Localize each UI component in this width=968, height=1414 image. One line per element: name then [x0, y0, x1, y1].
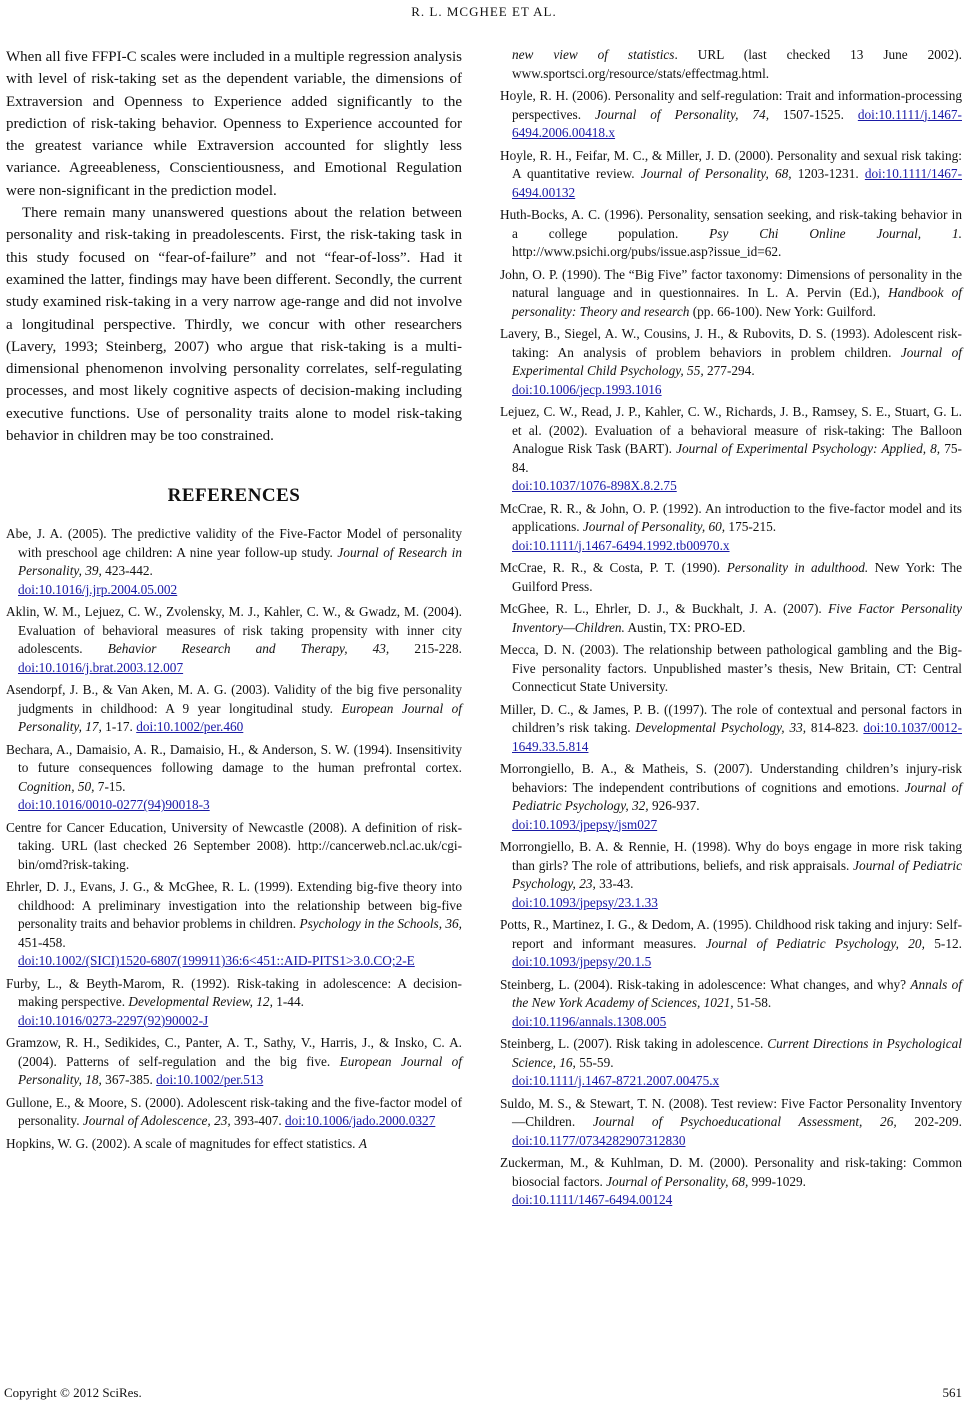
reference-text: McCrae, R. R., & Costa, P. T. (1990). [500, 560, 727, 575]
reference-text: Potts, R., Martinez, I. G., & Dedom, A. (1995). Childhood risk taking and injury: Self-report and informant measures. [500, 917, 962, 951]
reference-entry [500, 1035, 962, 1091]
reference-source: Personality in adulthood. [726, 560, 869, 575]
reference-entry [500, 500, 962, 556]
doi-link[interactable]: doi:10.1006/jado.2000.0327 [285, 1113, 436, 1129]
reference-text: Steinberg, L. (2007). Risk taking in adolescence. [500, 1036, 768, 1051]
reference-entry [6, 1034, 462, 1090]
reference-text: 175-215. [725, 519, 777, 534]
reference-source: Journal of Personality, 68, [606, 1173, 749, 1189]
reference-text: McCrae, R. R., & John, O. P. (1992). An introduction to the five-factor model and its applications. [500, 500, 962, 534]
reference-text: Hopkins, W. G. (2002). A scale of magnitudes for effect statistics. [6, 1135, 359, 1151]
reference-source: new view of statistics [512, 47, 675, 62]
doi-link[interactable]: doi:10.1196/annals.1308.005 [512, 1013, 667, 1029]
reference-text: 1507-1525. [769, 106, 858, 122]
reference-text: 393-407. [230, 1113, 286, 1129]
reference-text: Lejuez, C. W., Read, J. P., Kahler, C. W., Richards, J. B., Ramsey, S. E., Stuart, G. L. et al. (2002). Evaluation of a behavioral measure of risk-taking: The Balloon Analogue Risk Task (BART). [500, 404, 962, 456]
doi-link[interactable]: doi:10.1016/0010-0277(94)90018-3 [18, 797, 210, 813]
reference-entry [6, 1135, 462, 1154]
reference-entry [500, 403, 962, 496]
reference-source: Journal of Pediatric Psychology, 32, [512, 779, 962, 813]
doi-link[interactable]: doi:10.1093/jpepsy/jsm027 [512, 816, 658, 832]
reference-entry [500, 206, 962, 262]
reference-text: Mecca, D. N. (2003). The relationship between pathological gambling and the Big-Five personality factors. Unpublished master’s thesis, New Britain, CT: Central Connecticut State University. [500, 642, 962, 694]
running-head: R. L. MCGHEE ET AL. [411, 4, 557, 19]
reference-text: 202-209. [896, 1114, 962, 1129]
reference-text: 33-43. [595, 876, 634, 891]
doi-link[interactable]: doi:10.1111/1467-6494.00124 [512, 1192, 673, 1207]
reference-text: 451-458. [18, 934, 66, 950]
reference-text: Aklin, W. M., Lejuez, C. W., Zvolensky, M. J., Kahler, C. W., & Gwadz, M. (2004). Evaluation of behavioral measures of risk taking propensity with inner city adolescents. [6, 604, 462, 657]
reference-source: Annals of the New York Academy of Sciences, 1021, [512, 976, 962, 1010]
reference-text: 1-44. [272, 994, 304, 1010]
reference-text: Bechara, A., Damaisio, A. R., Damaisio, H., & Anderson, S. W. (1994). Insensitivity to future consequences following damage to the human prefrontal cortex. [6, 741, 462, 776]
reference-source: Journal of Personality, 68, [640, 166, 792, 181]
reference-source: Developmental Psychology, 33, [635, 720, 807, 735]
reference-text: (pp. 66-100). New York: Guilford. [689, 303, 876, 319]
doi-link[interactable]: doi:10.1002/per.460 [136, 719, 244, 735]
reference-text: 7-15. [94, 778, 126, 794]
reference-source: European Journal of Personality, 17, [18, 700, 462, 735]
doi-link[interactable]: doi:10.1016/j.jrp.2004.05.002 [18, 581, 178, 597]
reference-text: 51-58. [733, 995, 772, 1010]
doi-link[interactable]: doi:10.1006/jecp.1993.1016 [512, 381, 662, 397]
reference-text: 1-17. [101, 719, 137, 735]
reference-text: 367-385. [101, 1072, 157, 1088]
right-column [500, 46, 962, 1214]
reference-source: Behavior Research and Therapy, 43, [107, 641, 390, 657]
doi-link[interactable]: doi:10.1111/1467-6494.00132 [512, 166, 962, 200]
reference-entry [500, 600, 962, 637]
reference-text: Morrongiello, B. A. & Rennie, H. (1998). Why do boys engage in more risk taking than girls? The role of attributions, beliefs, and risk appraisals. [500, 839, 962, 873]
reference-text: 999-1029. [748, 1173, 806, 1189]
reference-entry [500, 87, 962, 143]
reference-text: Abe, J. A. (2005). The predictive validity of the Five-Factor Model of personality with preschool age children: A nine year follow-up study. [6, 526, 462, 560]
reference-text: Asendorpf, J. B., & Van Aken, M. A. G. (2003). Validity of the big five personality judgments in childhood: A 9 year longitudinal study. [6, 682, 462, 716]
reference-source: Journal of Pediatric Psychology, 23, [512, 857, 962, 891]
reference-text: 5-12. [924, 935, 962, 951]
reference-entry [6, 819, 462, 875]
reference-text: Lavery, B., Siegel, A. W., Cousins, J. H., & Rubovits, D. S. (1993). Adolescent risk-taking: An analysis of problem behaviors in problem children. [500, 326, 962, 360]
reference-text: 75-84. [512, 441, 962, 475]
page-number: 561 [942, 1385, 962, 1400]
reference-source: Journal of Research in Personality, 39, [18, 544, 462, 579]
doi-link[interactable]: doi:10.1177/0734282907312830 [512, 1132, 686, 1148]
reference-entry [500, 916, 962, 972]
reference-entry [500, 1154, 962, 1210]
reference-text: New York: The Guilford Press. [512, 560, 962, 594]
doi-link[interactable]: doi:10.1016/0273-2297(92)90002-J [18, 1012, 209, 1028]
reference-source: Journal of Pediatric Psychology, 20, [705, 935, 925, 951]
reference-source: Psy Chi Online Journal, 1. [709, 225, 962, 241]
reference-source: Current Directions in Psychological Science, 16, [512, 1036, 962, 1070]
reference-text: 215-228. [389, 641, 462, 657]
reference-text: Centre for Cancer Education, University of Newcastle (2008). A definition of risk-taking. URL (last checked 26 September 2008). http://cancerweb.ncl.ac.uk/cgi-bin/omd?risk-taking. [6, 819, 462, 872]
reference-text: Miller, D. C., & James, P. B. ((1997). The role of contextual and personal factors in children’s risk taking. [500, 701, 962, 735]
reference-list-right [500, 46, 962, 1210]
reference-text: 55-59. [575, 1054, 614, 1070]
reference-text: 926-937. [648, 798, 700, 813]
body-paragraph: There remain many unanswered questions about the relation between personality and risk-taking in preadolescents. First, the risk-taking task in this study focused on “fear-of-failure” and not “fear-of-loss”. Had it examined the latter, findings may have been different. Secondly, the current study examined risk-taking in a very narrow age-range and did not involve a longitudinal perspective. Thirdly, we concur with other researchers (Lavery, 1993; Steinberg, 2007) who argue that risk-taking is a multi-dimensional phenomenon involving personality correlates, self-regulating processes, and most likely cognitive aspects of decision-making including executive functions. Use of personality traits alone to model risk-taking behavior in children may be too constrained. [6, 205, 462, 445]
doi-link[interactable]: doi:10.1037/0012-1649.33.5.814 [512, 720, 962, 754]
reference-entry [6, 975, 462, 1031]
reference-source: Handbook of personality: Theory and research [512, 285, 962, 319]
reference-source: Journal of Personality, 60, [582, 519, 726, 534]
doi-link[interactable]: doi:10.1037/1076-898X.8.2.75 [512, 478, 677, 493]
reference-source: Journal of Experimental Psychology: Applied, 8, [676, 441, 941, 456]
reference-text: Suldo, M. S., & Stewart, T. N. (2008). Test review: Five Factor Personality Inventory—Children. [500, 1095, 962, 1129]
doi-link[interactable]: doi:10.1093/jpepsy/20.1.5 [512, 954, 652, 969]
reference-text: Hoyle, R. H., Feifar, M. C., & Miller, J. D. (2000). Personality and sexual risk taking: A quantitative review. [500, 147, 962, 181]
body-paragraph: When all five FFPI-C scales were included in a multiple regression analysis with level of risk-taking set as the dependent variable, the dimensions of Extraversion and Openness to Experience added significantly to the prediction of risk-taking behavior. Openness to Experience accounted for the greatest variance while Extraversion accounted for slightly less variance. Agreeableness, Conscientiousness, and Emotional Regulation were non-significant in the prediction model. [6, 49, 462, 199]
reference-text: Morrongiello, B. A., & Matheis, S. (2007). Understanding children’s injury-risk behaviors: The independent contributions of cognitions and emotions. [500, 761, 962, 795]
doi-link[interactable]: doi:10.1111/j.1467-8721.2007.00475.x [512, 1073, 720, 1088]
reference-entry [6, 878, 462, 971]
reference-text: 814-823. [806, 720, 864, 735]
reference-text: Gullone, E., & Moore, S. (2000). Adolescent risk-taking and the five-factor model of personality. [6, 1094, 462, 1129]
doi-link[interactable]: doi:10.1016/j.brat.2003.12.007 [18, 659, 184, 675]
reference-text: Zuckerman, M., & Kuhlman, D. M. (2000). Personality and risk-taking: Common biosocial factors. [500, 1155, 962, 1189]
reference-entry [6, 1094, 462, 1131]
left-column [6, 46, 462, 1157]
reference-entry [500, 46, 962, 83]
reference-source: European Journal of Personality, 18, [18, 1053, 462, 1088]
reference-entry [6, 603, 462, 677]
reference-text: 1203-1231. [791, 166, 865, 181]
reference-text: Huth-Bocks, A. C. (1996). Personality, sensation seeking, and risk-taking behavior in a college population. [500, 207, 962, 241]
reference-entry [500, 838, 962, 912]
reference-text: Furby, L., & Beyth-Marom, R. (1992). Risk-taking in adolescence: A decision-making perspective. [6, 975, 462, 1010]
reference-entry [6, 741, 462, 815]
reference-entry [500, 325, 962, 399]
reference-entry [6, 525, 462, 599]
reference-entry [500, 760, 962, 834]
references-heading: REFERENCES [167, 485, 301, 507]
reference-entry [500, 976, 962, 1032]
copyright-notice: Copyright © 2012 SciRes. [4, 1385, 142, 1400]
doi-link[interactable]: doi:10.1093/jpepsy/23.1.33 [512, 894, 658, 910]
reference-entry [500, 559, 962, 596]
reference-source: Psychology in the Schools, 36, [299, 916, 462, 932]
doi-link[interactable]: doi:10.1002/(SICI)1520-6807(199911)36:6<451::AID-PITS1>3.0.CO;2-E [18, 953, 415, 969]
reference-text: . URL (last checked 13 June 2002). www.sportsci.org/resource/stats/effectmag.html. [512, 47, 962, 81]
reference-source: A [358, 1135, 367, 1151]
reference-text: John, O. P. (1990). The “Big Five” factor taxonomy: Dimensions of personality in the natural language and in questionnaires. In L. A. Pervin (Ed.), [500, 266, 962, 300]
reference-text: Austin, TX: PRO-ED. [624, 619, 746, 635]
reference-entry [500, 641, 962, 697]
reference-source: Developmental Review, 12, [128, 994, 273, 1010]
reference-source: Journal of Psychoeducational Assessment, 26, [592, 1114, 897, 1129]
reference-text: Ehrler, D. J., Evans, J. G., & McGhee, R. L. (1999). Extending big-five theory into childhood: A preliminary investigation into the relationship between big-five personality traits and behavior problems in children. [6, 879, 462, 932]
reference-text: Gramzow, R. H., Sedikides, C., Panter, A. T., Sathy, V., Harris, J., & Insko, C. A. (2004). Patterns of self-regulation and the big five. [6, 1035, 462, 1069]
reference-text: Hoyle, R. H. (2006). Personality and self-regulation: Trait and information-processing perspectives. [500, 88, 962, 122]
reference-source: Cognition, 50, [18, 778, 95, 794]
reference-list-left [6, 525, 462, 1153]
reference-source: Journal of Adolescence, 23, [82, 1113, 231, 1129]
reference-entry [500, 147, 962, 203]
reference-entry [500, 1095, 962, 1151]
reference-entry [500, 701, 962, 757]
reference-source: Journal of Personality, 74, [594, 106, 770, 122]
reference-text: Steinberg, L. (2004). Risk-taking in adolescence: What changes, and why? [500, 976, 911, 992]
reference-source: Journal of Experimental Child Psychology, 55, [512, 344, 962, 378]
reference-text: 277-294. [703, 363, 755, 378]
reference-entry [500, 266, 962, 322]
reference-source: Five Factor Personality Inventory—Children. [512, 601, 962, 635]
reference-text: 423-442. [101, 563, 153, 579]
reference-text: McGhee, R. L., Ehrler, D. J., & Buckhalt, J. A. (2007). [500, 601, 829, 616]
reference-entry [6, 681, 462, 737]
doi-link[interactable]: doi:10.1111/j.1467-6494.1992.tb00970.x [512, 537, 730, 553]
reference-text: http://www.psichi.org/pubs/issue.asp?issue_id=62. [512, 244, 782, 259]
doi-link[interactable]: doi:10.1002/per.513 [156, 1072, 264, 1088]
doi-link[interactable]: doi:10.1111/j.1467-6494.2006.00418.x [512, 106, 962, 140]
